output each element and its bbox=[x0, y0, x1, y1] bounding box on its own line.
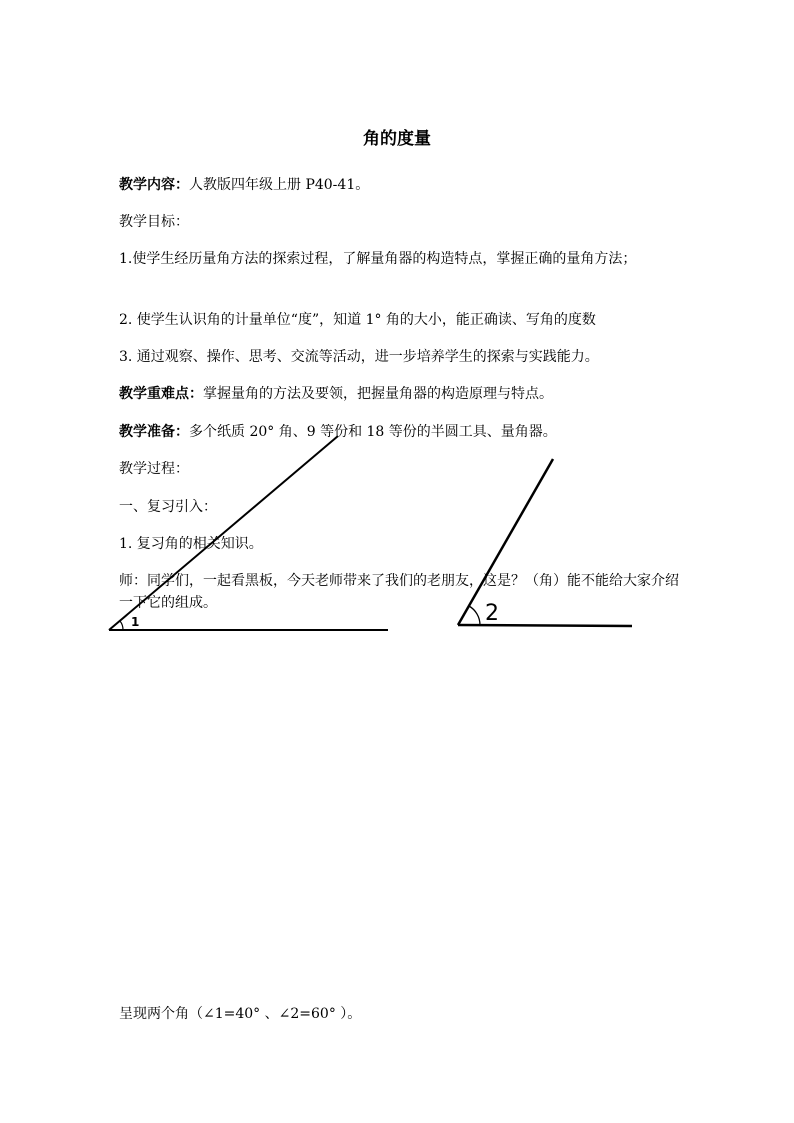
preparation-text: 多个纸质 20° 角、9 等份和 18 等份的半圆工具、量角器。 bbox=[189, 424, 557, 440]
key-points-label: 教学重难点： bbox=[119, 386, 203, 402]
angle-2-ray-upper bbox=[458, 459, 553, 625]
angle-1-ray-upper bbox=[109, 436, 338, 630]
section-heading-review: 一、复习引入： bbox=[119, 499, 217, 515]
teaching-content-text: 人教版四年级上册 P40-41。 bbox=[189, 177, 370, 193]
goal-item-1: 1.使学生经历量角方法的探索过程，了解量角器的构造特点，掌握正确的量角方法； bbox=[119, 251, 637, 267]
angle-1-label: 1 bbox=[131, 615, 140, 629]
goal-item-2: 2. 使学生认识角的计量单位“度”，知道 1° 角的大小，能正确读、写角的度数 bbox=[119, 312, 596, 328]
goal-item-3: 3. 通过观察、操作、思考、交流等活动，进一步培养学生的探索与实践能力。 bbox=[119, 349, 599, 365]
present-angles-text: 呈现两个角（∠1=40° 、∠2=60° ）。 bbox=[119, 1006, 362, 1022]
teaching-content-label: 教学内容： bbox=[119, 177, 189, 193]
key-points-text: 掌握量角的方法及要领，把握量角器的构造原理与特点。 bbox=[203, 386, 553, 402]
angle-1-figure bbox=[109, 436, 388, 630]
angle-2-label: 2 bbox=[485, 601, 499, 626]
teacher-dialogue: 师：同学们，一起看黑板，今天老师带来了我们的老朋友，这是？（角）能不能给大家介绍一下它的组成。 bbox=[119, 573, 679, 611]
angle-1-arc bbox=[120, 621, 123, 630]
angle-2-arc bbox=[469, 606, 480, 625]
subsection-heading-review-angles: 1. 复习角的相关知识。 bbox=[119, 536, 263, 552]
goals-heading: 教学目标： bbox=[119, 214, 189, 230]
page-title: 角的度量 bbox=[363, 129, 431, 149]
process-heading: 教学过程： bbox=[119, 461, 189, 477]
preparation-label: 教学准备： bbox=[119, 424, 189, 440]
